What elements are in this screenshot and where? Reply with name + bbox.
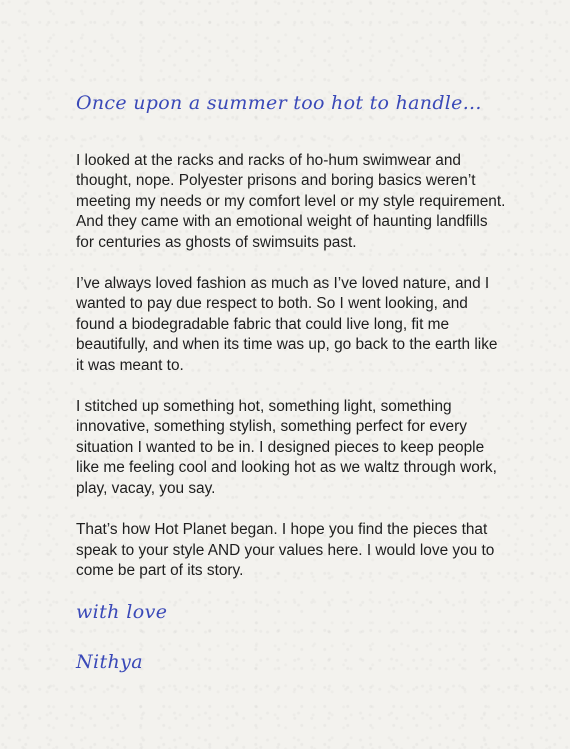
letter-closing: with love: [76, 601, 168, 623]
letter-paragraph: I stitched up something hot, something light, something innovative, something stylish, something perfect for every situation I wanted to be in. I designed pieces to keep people like me feeling cool and looking hot as we waltz through work, play, vacay, you say.: [76, 398, 497, 497]
letter-paragraph: I’ve always loved fashion as much as I’ve loved nature, and I wanted to pay due respect to both. So I went looking, and found a biodegradable fabric that could live long, fit me beautifully, and when its time was up, go back to the earth like it was meant to.: [76, 275, 498, 374]
letter-paragraph: That’s how Hot Planet began. I hope you find the pieces that speak to your style AND your values here. I would love you to come be part of its story.: [76, 521, 495, 579]
signature: Nithya: [76, 651, 144, 673]
letter-paragraph: I looked at the racks and racks of ho-hum swimwear and thought, nope. Polyester prisons and boring basics weren’t meeting my needs or my comfort level or my style requirement. And they came with an emotional weight of haunting landfills for centuries as ghosts of swimsuits past.: [76, 152, 506, 251]
letter-heading: Once upon a summer too hot to handle...: [76, 92, 482, 114]
letter-body: [76, 151, 508, 602]
